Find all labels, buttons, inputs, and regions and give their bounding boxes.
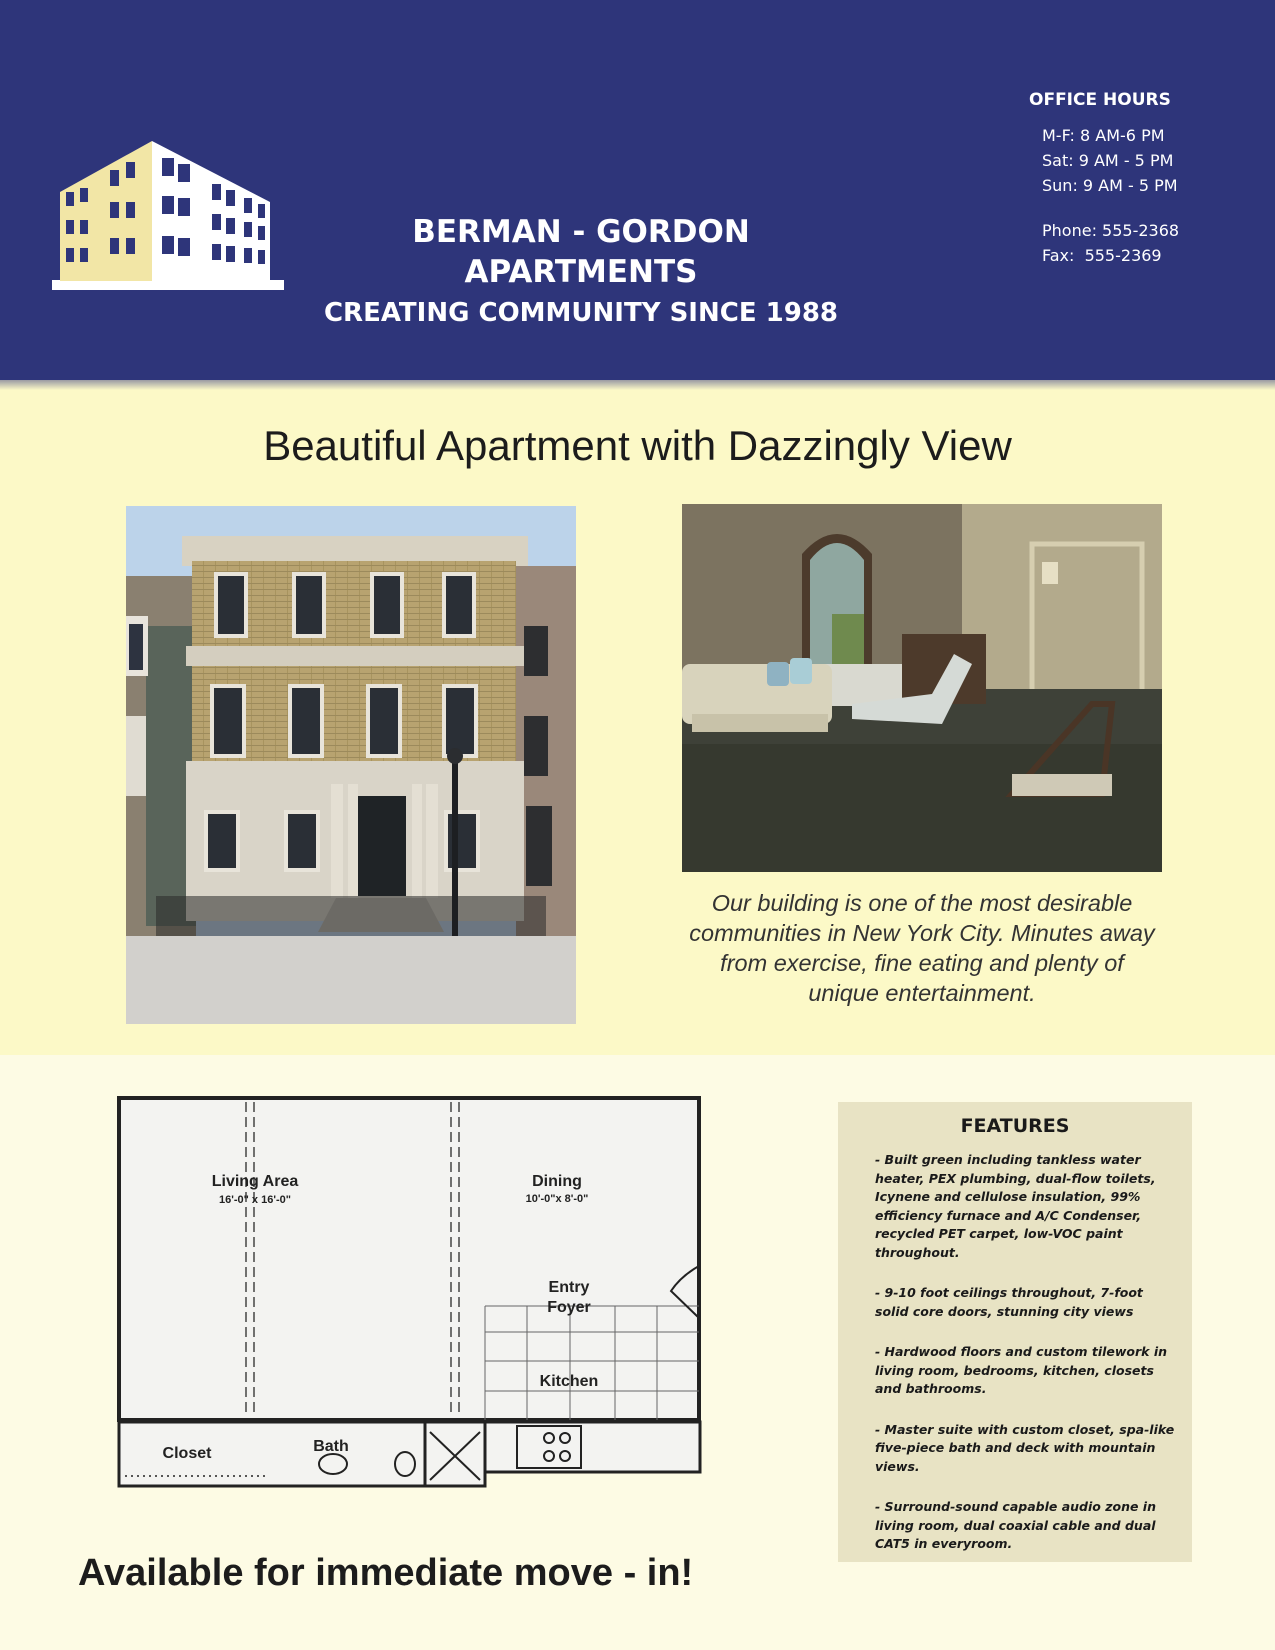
listing-headline: Beautiful Apartment with Dazzingly View [263,422,1012,469]
floor-plan [115,1096,705,1526]
availability-banner: Available for immediate move - in! [78,1552,694,1594]
building-caption: Our building is one of the most desirable communities in New York City. Minutes away from exercise, fine eating and plenty of unique entertainment. [689,890,1155,1006]
building-exterior-photo [126,506,576,1024]
feature-item: - 9-10 foot ceilings throughout, 7-foot solid core doors, stunning city views [875,1285,1143,1319]
feature-item: - Surround-sound capable audio zone in living room, dual coaxial cable and dual CAT5 in everyroom. [875,1499,1156,1551]
feature-item: - Built green including tankless water heater, PEX plumbing, dual-flow toilets, Icynene and cellulose insulation, 99% efficiency furnace and A/C Condenser, recycled PET carpet, low-VOC paint throughout. [875,1152,1156,1260]
closet-label: Closet [162,1445,212,1462]
office-hours-block [1000,88,1240,268]
fax-number: Fax: 555-2369 [1042,246,1162,265]
company-tagline: CREATING COMMUNITY SINCE 1988 [323,298,839,328]
features-panel [838,1102,1192,1562]
company-block [292,212,870,332]
feature-item: - Master suite with custom closet, spa-like five-piece bath and deck with mountain views. [875,1421,1175,1474]
hours-saturday: Sat: 9 AM - 5 PM [1042,151,1174,170]
entry-label: Entry [548,1279,590,1296]
living-area-size: 16'-0" x 16'-0" [219,1194,291,1206]
header-shadow [0,380,1275,390]
apartment-building-icon [52,140,284,290]
hours-weekday: M-F: 8 AM-6 PM [1042,126,1165,145]
dining-label: Dining [532,1173,582,1190]
interior-living-room-photo [682,504,1162,872]
office-contact [1042,218,1240,268]
company-name: BERMAN - GORDON APARTMENTS [412,214,750,290]
office-hours-list [1042,123,1240,198]
phone-number: Phone: 555-2368 [1042,221,1180,240]
kitchen-label: Kitchen [539,1373,599,1390]
hours-sunday: Sun: 9 AM - 5 PM [1042,176,1178,195]
bath-label: Bath [313,1438,349,1455]
office-hours-title: OFFICE HOURS [1029,90,1171,110]
dining-size: 10'-0"x 8'-0" [525,1193,589,1205]
foyer-label: Foyer [547,1299,591,1316]
living-area-label: Living Area [211,1173,299,1190]
header-banner [0,0,1275,380]
features-title: FEATURES [960,1115,1070,1137]
feature-item: - Hardwood floors and custom tilework in living room, bedrooms, kitchen, closets and bathrooms. [875,1344,1168,1396]
features-list [838,1151,1192,1554]
